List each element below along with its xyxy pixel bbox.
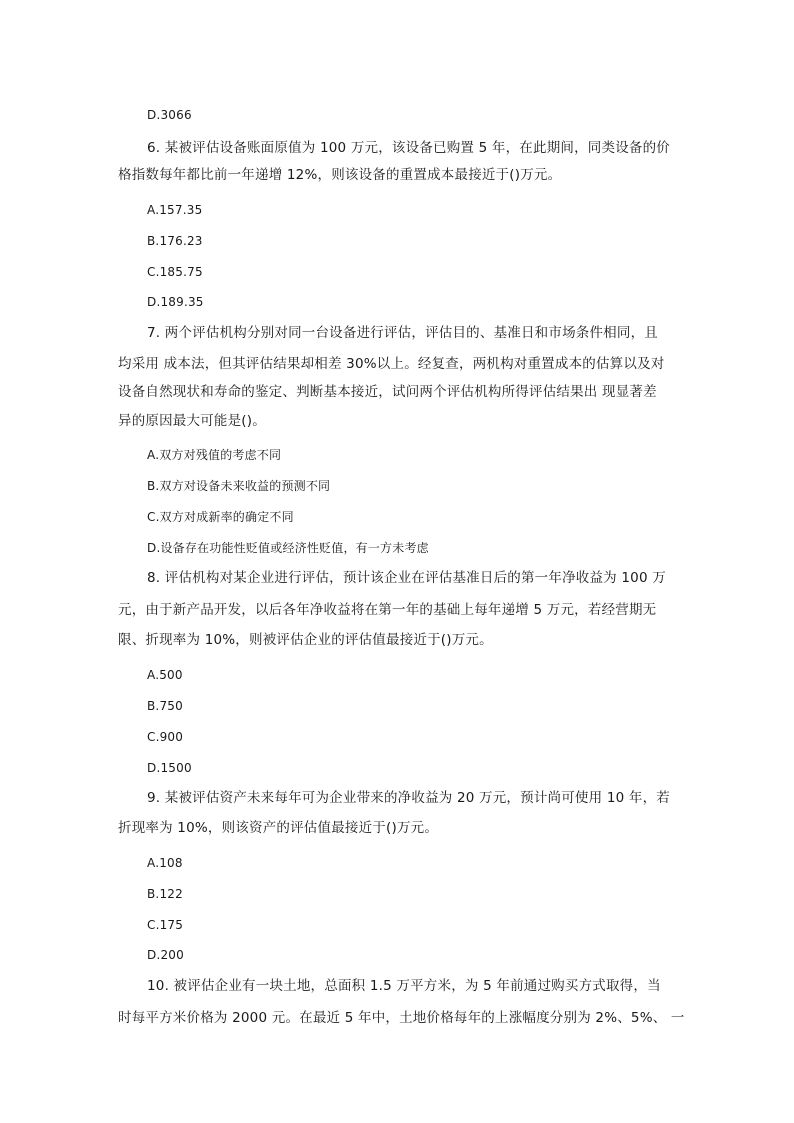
question-text-continued: 元，由于新产品开发，以后各年净收益将在第一年的基础上每年递增 5 万元，若经营期无 bbox=[118, 602, 657, 618]
answer-option: B.176.23 bbox=[147, 234, 203, 248]
answer-option: D.189.35 bbox=[147, 295, 204, 309]
answer-option: B.750 bbox=[147, 699, 183, 713]
question-text-continued: 限、折现率为 10%，则被评估企业的评估值最接近于()万元。 bbox=[118, 632, 493, 648]
answer-option: B.122 bbox=[147, 887, 183, 901]
question-text-continued: 均采用 成本法，但其评估结果却相差 30%以上。经复查，两机构对重置成本的估算以及对 bbox=[118, 356, 665, 372]
answer-option: D.200 bbox=[147, 948, 184, 962]
question-text: 10. 被评估企业有一块土地，总面积 1.5 万平方米，为 5 年前通过购买方式取得，当 bbox=[147, 978, 661, 994]
question-text: 8. 评估机构对某企业进行评估，预计该企业在评估基准日后的第一年净收益为 100 万 bbox=[147, 570, 666, 586]
answer-option: A.108 bbox=[147, 856, 183, 870]
question-text-continued: 设备自然现状和寿命的鉴定、判断基本接近，试问两个评估机构所得评估结果出 现显著差 bbox=[118, 384, 657, 400]
answer-option: D.设备存在功能性贬值或经济性贬值，有一方未考虑 bbox=[147, 541, 429, 555]
question-text: 9. 某被评估资产未来每年可为企业带来的净收益为 20 万元，预计尚可使用 10 年，若 bbox=[147, 790, 670, 806]
answer-option: A.157.35 bbox=[147, 203, 203, 217]
answer-option: C.900 bbox=[147, 730, 184, 744]
answer-option: C.185.75 bbox=[147, 265, 203, 279]
question-text: 7. 两个评估机构分别对同一台设备进行评估，评估目的、基准日和市场条件相同，且 bbox=[147, 325, 658, 341]
answer-option: C.双方对成新率的确定不同 bbox=[147, 510, 294, 524]
answer-option: C.175 bbox=[147, 918, 184, 932]
answer-option: D.3066 bbox=[147, 108, 192, 122]
answer-option: B.双方对设备未来收益的预测不同 bbox=[147, 479, 331, 493]
answer-option: A.双方对残值的考虑不同 bbox=[147, 448, 282, 462]
question-text-continued: 异的原因最大可能是()。 bbox=[118, 413, 266, 429]
answer-option: A.500 bbox=[147, 668, 183, 682]
answer-option: D.1500 bbox=[147, 761, 192, 775]
question-text-continued: 格指数每年都比前一年递增 12%，则该设备的重置成本最接近于()万元。 bbox=[118, 167, 562, 183]
question-text-continued: 时每平方米价格为 2000 元。在最近 5 年中，土地价格每年的上涨幅度分别为 2%、5%、 一 bbox=[118, 1010, 685, 1026]
question-text-continued: 折现率为 10%，则该资产的评估值最接近于()万元。 bbox=[118, 820, 439, 836]
question-text: 6. 某被评估设备账面原值为 100 万元，该设备已购置 5 年，在此期间，同类设备的价 bbox=[147, 140, 670, 156]
